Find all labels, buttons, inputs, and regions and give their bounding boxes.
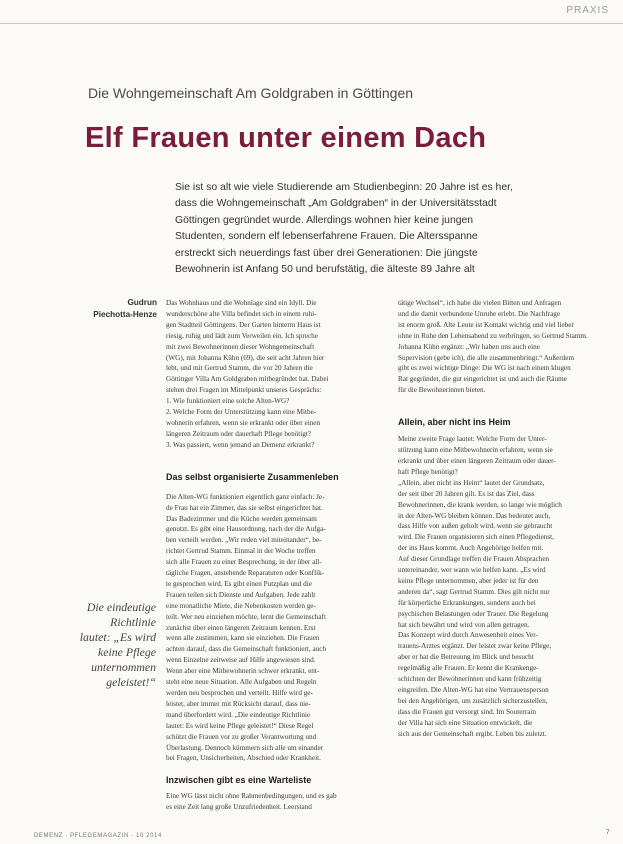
text-line: stehen drei Fragen im Mittelpunkt unseres Gesprächs: xyxy=(166,386,322,395)
text-line: dass Hilfe von außen geholt wird, wenn sie gebraucht xyxy=(398,522,553,531)
lead-line: erstreckt sich neuerdings fast über drei Generationen: Die jüngste xyxy=(175,247,478,259)
text-line: anderen da“, sagt Gertrud Stamm. Dies gilt nicht nur xyxy=(398,587,550,596)
text-line: erkrankt und über einen längeren Zeitraum oder dauer- xyxy=(398,456,556,465)
text-line: hat sich bewährt und wird von allen getragen. xyxy=(398,620,530,629)
text-line: Frauen teilen sich Dienste und Aufgaben. Jede zahlt xyxy=(166,590,316,599)
text-line: und die damit verbundene Unruhe erlebt. Die Nachfrage xyxy=(398,309,561,318)
text-line: sich alle Frauen zu einer Besprechung, in der über all- xyxy=(166,558,322,567)
text-line: werden neu besprochen und verteilt. Hilfe wird ge- xyxy=(166,689,313,697)
text-line: Göttinger Villa Am Goldgraben mitbegründet hat. Dabei xyxy=(166,375,329,384)
lead-line: Sie ist so alt wie viele Studierende am Studienbeginn: 20 Jahre ist es her, xyxy=(175,182,513,193)
text-line: Das Wohnhaus und die Wohnlage sind ein Idyll. Die xyxy=(166,299,317,307)
text-line: für die Bewohnerinnen bieten. xyxy=(398,386,486,395)
question-item: 3. Was passiert, wenn jemand an Demenz erkrankt? xyxy=(166,440,315,449)
section-heading: Allein, aber nicht ins Heim xyxy=(398,417,511,428)
article-title: Elf Frauen unter einem Dach xyxy=(85,122,487,154)
question-item: 1. Wie funktioniert eine solche Alten-WG? xyxy=(166,397,290,406)
text-line: regelmäßig alle Frauen. Er kennt die Krankenge- xyxy=(398,664,539,673)
text-line: ben verteilt werden. „Wir reden viel miteinander“, be- xyxy=(166,536,322,545)
text-line: Das Badezimmer und die Küche werden gemeinsam xyxy=(166,514,317,523)
section-paragraph xyxy=(398,434,598,739)
text-line: bei den Angehörigen, um zusätzlich sicherzustellen, xyxy=(398,696,548,705)
text-line: keine Pflege unternommen, aber jeder ist für den xyxy=(398,576,539,585)
text-line: richtet Gertrud Stamm. Einmal in der Woche treffen xyxy=(166,547,316,556)
text-line: achten darauf, dass die Gemeinschaft funktioniert, auch xyxy=(166,645,327,654)
text-line: mand überfordert wird. „Die eindeutige Richtlinie xyxy=(166,710,311,719)
text-line: aber er hat die Betreuung im Blick und besucht xyxy=(398,653,534,662)
page-number: 7 xyxy=(606,829,610,836)
text-line: (WG), mit Johanna Kühn (69), die seit acht Jahren hier xyxy=(166,353,325,362)
text-line: tägliche Fragen, anstehende Reparaturen oder Konflik- xyxy=(166,569,325,578)
text-line: der Villa hat sich eine Situation entwickelt, die xyxy=(398,718,533,727)
body-column-left xyxy=(166,298,383,813)
text-line: Meine zweite Frage lautet: Welche Form der Unter- xyxy=(398,435,547,444)
author-first-name: Gudrun xyxy=(127,298,157,307)
text-line: der seit über 20 Jahren gilt. Es ist das Ziel, dass xyxy=(398,489,535,498)
section-heading: Inzwischen gibt es eine Warteliste xyxy=(166,775,312,786)
lead-line: Bewohnerin ist Anfang 50 und berufstätig, die älteste 89 Jahre alt xyxy=(175,264,475,276)
text-line: wenn alle zustimmen, kann sie einziehen. Die Frauen xyxy=(166,634,320,643)
text-line: bei Fragen, Unsicherheiten, Abschied oder Krankheit. xyxy=(166,754,321,763)
text-line: stützung kann eine Mitbewohnerin erfahren, wenn sie xyxy=(398,446,553,455)
text-line: eingreifen. Die Alten-WG hat eine Vertrauensperson xyxy=(398,686,549,694)
lead-line: dass die Wohngemeinschaft „Am Goldgraben“ in der Universitätsstadt xyxy=(175,198,497,210)
text-line: te gesprochen wird. Es gibt einen Putzplan und die xyxy=(166,579,312,588)
text-line: Wenn aber eine Mitbewohnerin schwer erkrankt, ent- xyxy=(166,667,320,676)
text-line: eine monatliche Miete, die Nebenkosten werden ge- xyxy=(166,601,316,610)
pull-quote xyxy=(30,600,156,690)
text-line: dass die Frauen gut versorgt sind. Im Souterrain xyxy=(398,707,537,716)
quote-line: keine Pflege xyxy=(98,645,156,659)
text-line: mit zwei Bewohnerinnen dieser Wohngemeinschaft xyxy=(166,342,315,351)
text-line: untereinander, wer wann wie helfen kann. „Es wird xyxy=(398,566,546,575)
lead-line: Studenten, sondern elf lebenserfahrene Frauen. Die Altersspanne xyxy=(175,231,478,243)
text-line: tätige Wechsel“, ich habe die vielen Bitten und Anfragen xyxy=(398,299,562,307)
quote-line: unternommen xyxy=(91,660,156,674)
text-line: lautet: Es wird keine Pflege geleistet!“ Diese Regel xyxy=(166,721,314,730)
author-last-name: Piechotta-Henze xyxy=(93,310,157,319)
text-line: sich aus der Gemeinschaft ergibt. Leben bis zuletzt. xyxy=(398,729,547,738)
text-line: zunächst über einen längeren Zeitraum kennen. Erst xyxy=(166,623,316,632)
text-line: für körperliche Erkrankungen, sondern auch bei xyxy=(398,598,536,607)
text-line: haft Pflege benötigt? xyxy=(398,467,458,476)
text-line: gen Stadtteil Göttingens. Der Garten hinterm Haus ist xyxy=(166,320,321,329)
text-line: Bewohnerinnen, die krank werden, so lange wie möglich xyxy=(398,500,562,509)
text-line: ist enorm groß. Alte Leute ist Kontakt wichtig und viel lieber xyxy=(398,320,574,329)
section-paragraph xyxy=(398,298,598,396)
text-line: de Frau hat ein Zimmer, das sie selbst eingerichtet hat. xyxy=(166,503,323,512)
body-column-right xyxy=(398,298,598,740)
text-line: gibt es zwei wichtige Dinge: Die WG ist nach einem klugen xyxy=(398,364,571,373)
text-line: genutzt. Es gibt eine Hausordnung, nach der die Aufga- xyxy=(166,525,326,534)
question-list xyxy=(166,396,383,451)
quote-line: Richtlinie xyxy=(110,615,156,629)
text-line: wunderschöne alte Villa befindet sich in einem ruhi- xyxy=(166,309,317,318)
text-line: Das Konzept wird durch Anwesenheit eines Ver- xyxy=(398,631,538,640)
text-line: Johanna Kühn ergänzt: „Wir haben uns auch eine xyxy=(398,342,540,351)
text-line: in der Alten-WG bleiben können. Das bedeutet auch, xyxy=(398,511,551,520)
text-line: Die Alten-WG funktioniert eigentlich ganz einfach: Je- xyxy=(166,492,325,501)
section-paragraph xyxy=(166,492,383,765)
question-item: wohnerin erfahren, wenn sie erkrankt oder über einen xyxy=(166,418,321,427)
text-line: Überlastung. Dennoch kümmern sich alle um einander xyxy=(166,743,324,752)
text-line: schichten der Bewohnerinnen und kann frühzeitig xyxy=(398,675,542,684)
intro-paragraph xyxy=(166,298,383,396)
author-byline xyxy=(46,297,157,321)
text-line: lebt, und mit Gertrud Stamm, die vor 20 Jahren die xyxy=(166,364,313,373)
text-line: teilt. Wer neu einziehen möchte, lernt die Gemeinschaft xyxy=(166,612,326,621)
text-line: es eine Zeit lang große Unzufriedenheit. Leerstand xyxy=(166,803,312,812)
text-line: Rat gegründet, die gut eingerichtet ist und auch die Räume xyxy=(398,375,567,384)
footer-publication: DEMENZ · PFLEGEMAGAZIN · 10 2014 xyxy=(34,833,162,839)
section-heading: Das selbst organisierte Zusammenleben xyxy=(166,471,339,482)
quote-line: Die eindeutige xyxy=(86,600,156,614)
question-item: 2. Welche Form der Unterstützung kann eine Mitbe- xyxy=(166,408,317,417)
text-line: leistet, aber immer mit Rücksicht darauf, dass nie- xyxy=(166,699,311,708)
text-line: Auf dieser Grundlage treffen die Frauen Absprachen xyxy=(398,555,550,564)
section-label: PRAXIS xyxy=(566,5,609,16)
text-line: riesig, ruhig und lädt zum Verweilen ein. Ich spreche xyxy=(166,331,318,340)
section-paragraph xyxy=(166,791,383,813)
text-line: „Allein, aber nicht ins Heim“ lautet der Grundsatz, xyxy=(398,478,545,487)
text-line: schützt die Frauen vor zu großer Verantwortung und xyxy=(166,732,317,741)
text-line: wird. Die Frauen organisieren sich einen Pflegedienst, xyxy=(398,533,554,542)
text-line: der ins Haus kommt. Auch Angehörige helfen mit. xyxy=(398,544,544,553)
quote-line: lautet: „Es wird xyxy=(79,630,156,644)
text-line: psychischen Belastungen oder Trauer. Die Regelung xyxy=(398,609,549,618)
lead-line: Göttingen gegründet wurde. Allerdings wohnen hier keine jungen xyxy=(175,214,474,226)
article-lead xyxy=(175,180,575,278)
article-kicker: Die Wohngemeinschaft Am Goldgraben in Göttingen xyxy=(88,85,414,101)
question-item: längeren Zeitraum oder dauerhaft Pflege benötigt? xyxy=(166,429,312,438)
text-line: trauens-Arztes ergänzt. Der leistet zwar keine Pflege, xyxy=(398,642,552,651)
text-line: Supervision (gebe ich), die alle zusammenbringt.“ Außerdem xyxy=(398,353,575,362)
header-rule xyxy=(0,23,623,24)
text-line: steht eine neue Situation. Alle Aufgaben und Regeln xyxy=(166,678,317,687)
text-line: ohne in Ruhe den Lebensabend zu verbringen, so Gertrud Stamm. xyxy=(398,331,588,340)
text-line: wenn Einzelne zeitweise auf Hilfe angewiesen sind. xyxy=(166,656,316,665)
quote-line: geleistet!“ xyxy=(106,675,156,689)
text-line: Eine WG lässt nicht ohne Rahmenbedingungen, und es gab xyxy=(166,792,337,801)
